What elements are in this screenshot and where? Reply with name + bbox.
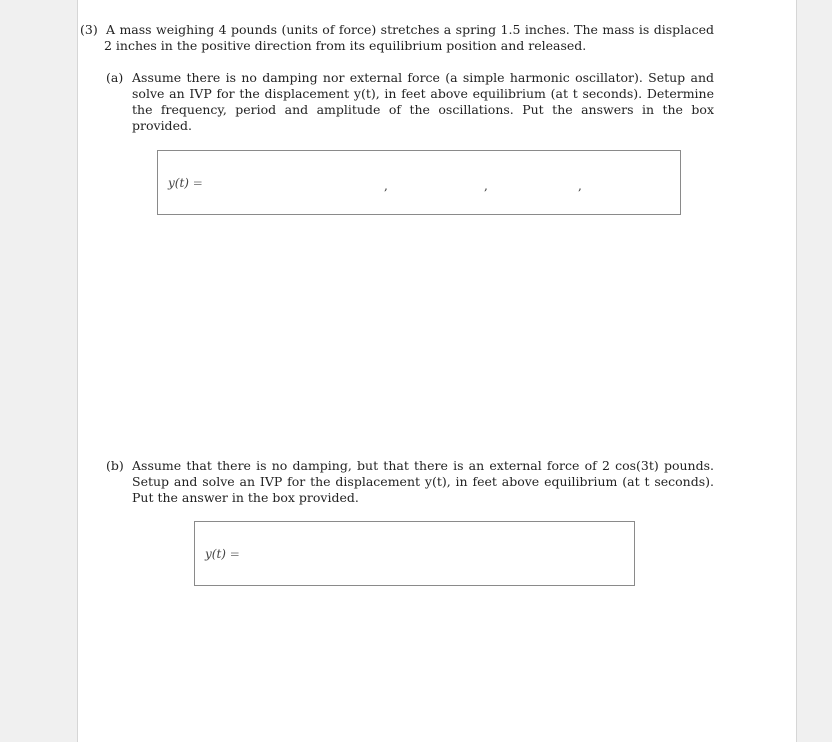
part-b-label: (b) [106,458,124,473]
answer-a-label [168,176,203,190]
separator-2: , [484,179,488,193]
answer-b-y: y(t) [205,547,226,561]
part-b-text: Assume that there is no damping, but that there is an external force of 2 cos(3t) pounds. Setup and solve an IVP for the displacement y(t), in feet above equilibrium (at t seconds). Put the answer in the box provided. [132,458,714,505]
answer-a-y: y(t) [168,176,189,190]
problem-text: A mass weighing 4 pounds (units of force) stretches a spring 1.5 inches. The mass is displaced 2 inches in the positive direction from its equilibrium position and released. [104,22,714,53]
separator-3: , [578,179,582,193]
problem-statement [80,22,714,54]
part-a [106,70,714,134]
part-a-label: (a) [106,70,124,85]
part-a-text: Assume there is no damping nor external force (a simple harmonic oscillator). Setup and solve an IVP for the displacement y(t), in feet above equilibrium (at t seconds). Determine the frequency, period and amplitude of the oscillations. Put the answers in the box provided. [132,70,714,133]
answer-box-b[interactable] [194,521,635,586]
answer-b-label [205,547,240,561]
separator-1: , [384,179,388,193]
problem-number: (3) [80,22,98,37]
answer-a-equals: = [192,176,203,190]
answer-b-equals: = [229,547,240,561]
part-b [106,458,714,506]
answer-box-a[interactable] [157,150,681,215]
